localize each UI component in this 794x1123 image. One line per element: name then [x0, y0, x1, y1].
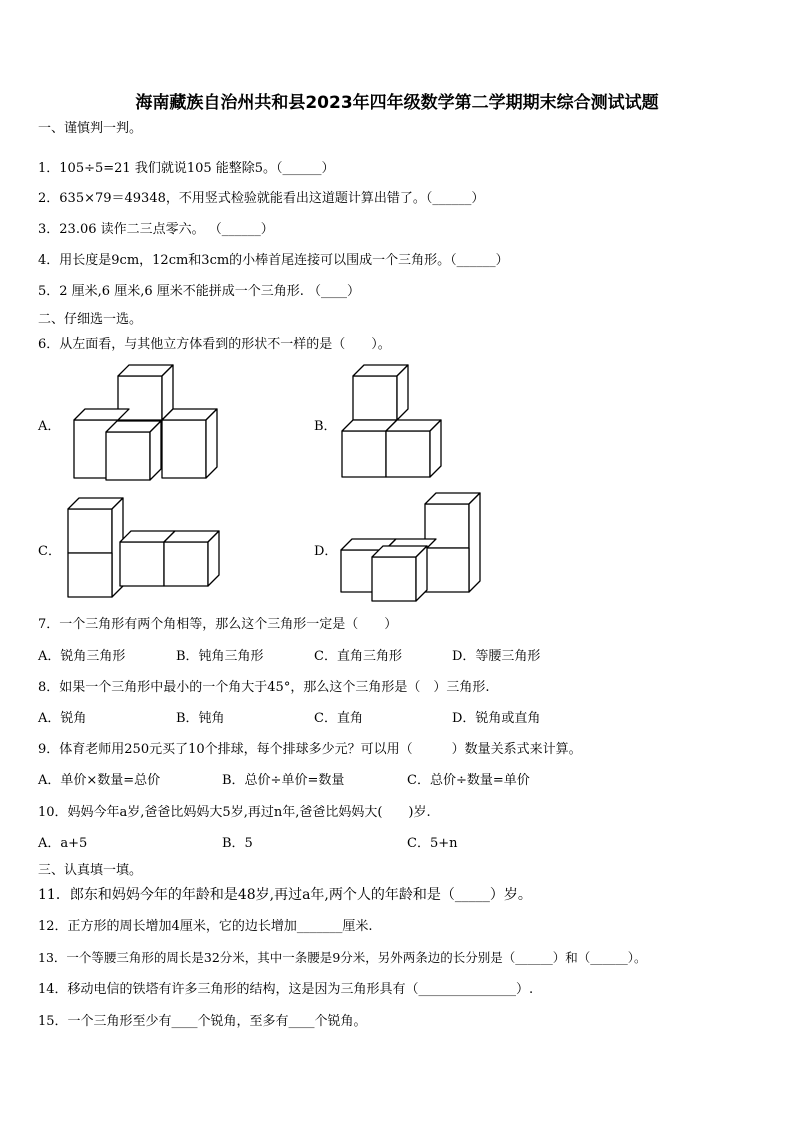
q7-option-c: C．直角三角形: [314, 649, 402, 664]
cube-figure-c: [60, 492, 230, 602]
question-15: 15．一个三角形至少有____个锐角，至多有____个锐角。: [38, 1014, 367, 1029]
q8-option-a: A．锐角: [38, 711, 87, 726]
question-14: 14．移动电信的铁塔有许多三角形的结构，这是因为三角形具有（_______________）.: [38, 982, 534, 997]
q8-option-c: C．直角: [314, 711, 363, 726]
section-3-heading: 三、认真填一填。: [38, 863, 143, 878]
q10-option-c: C．5+n: [407, 836, 458, 851]
q8-option-b: B．钝角: [176, 711, 225, 726]
q6-option-b-label: B．: [314, 419, 337, 434]
cube-figure-b: [335, 360, 465, 485]
question-9: 9．体育老师用250元买了10个排球，每个排球多少元？可以用（ ）数量关系式来计算。: [38, 742, 582, 757]
question-2: 2．635×79＝49348，不用竖式检验就能看出这道题计算出错了。（______）: [38, 191, 485, 206]
page-title: 海南藏族自治州共和县2023年四年级数学第二学期期末综合测试试题: [135, 93, 659, 113]
question-4: 4．用长度是9cm，12cm和3cm的小棒首尾连接可以围成一个三角形。（______）: [38, 253, 509, 268]
question-3: 3．23.06 读作二三点零六。 （______）: [38, 222, 274, 237]
question-5: 5．2 厘米,6 厘米,6 厘米不能拼成一个三角形. （____）: [38, 284, 361, 299]
q9-option-a: A．单价×数量=总价: [38, 773, 161, 788]
question-11: 11．郎东和妈妈今年的年龄和是48岁,再过a年,两个人的年龄和是（_____）岁。: [38, 887, 532, 903]
question-10: 10．妈妈今年a岁,爸爸比妈妈大5岁,再过n年,爸爸比妈妈大( )岁.: [38, 805, 431, 820]
q8-option-d: D．锐角或直角: [452, 711, 541, 726]
question-6: 6．从左面看，与其他立方体看到的形状不一样的是（ ）。: [38, 337, 391, 352]
cube-figure-a: [60, 360, 230, 485]
q6-option-a-label: A．: [38, 419, 61, 434]
q10-option-b: B．5: [222, 836, 253, 851]
question-12: 12．正方形的周长增加4厘米，它的边长增加_______厘米.: [38, 919, 373, 934]
question-7: 7．一个三角形有两个角相等，那么这个三角形一定是（ ）: [38, 617, 398, 632]
q6-option-d-label: D．: [314, 544, 338, 559]
q9-option-b: B．总价÷单价=数量: [222, 773, 345, 788]
section-2-heading: 二、仔细选一选。: [38, 312, 143, 327]
q10-option-a: A．a+5: [38, 836, 88, 851]
q7-option-d: D．等腰三角形: [452, 649, 541, 664]
cube-figure-d: [335, 490, 495, 605]
q6-option-c-label: C．: [38, 544, 61, 559]
q9-option-c: C．总价÷数量=单价: [407, 773, 530, 788]
question-8: 8．如果一个三角形中最小的一个角大于45°，那么这个三角形是（ ）三角形.: [38, 680, 490, 695]
question-1: 1．105÷5=21 我们就说105 能整除5。（______）: [38, 161, 335, 176]
section-1-heading: 一、谨慎判一判。: [38, 121, 143, 136]
q7-option-b: B．钝角三角形: [176, 649, 264, 664]
q7-option-a: A．锐角三角形: [38, 649, 126, 664]
question-13: 13．一个等腰三角形的周长是32分米，其中一条腰是9分米，另外两条边的长分别是（______）和（______）。: [38, 950, 647, 965]
